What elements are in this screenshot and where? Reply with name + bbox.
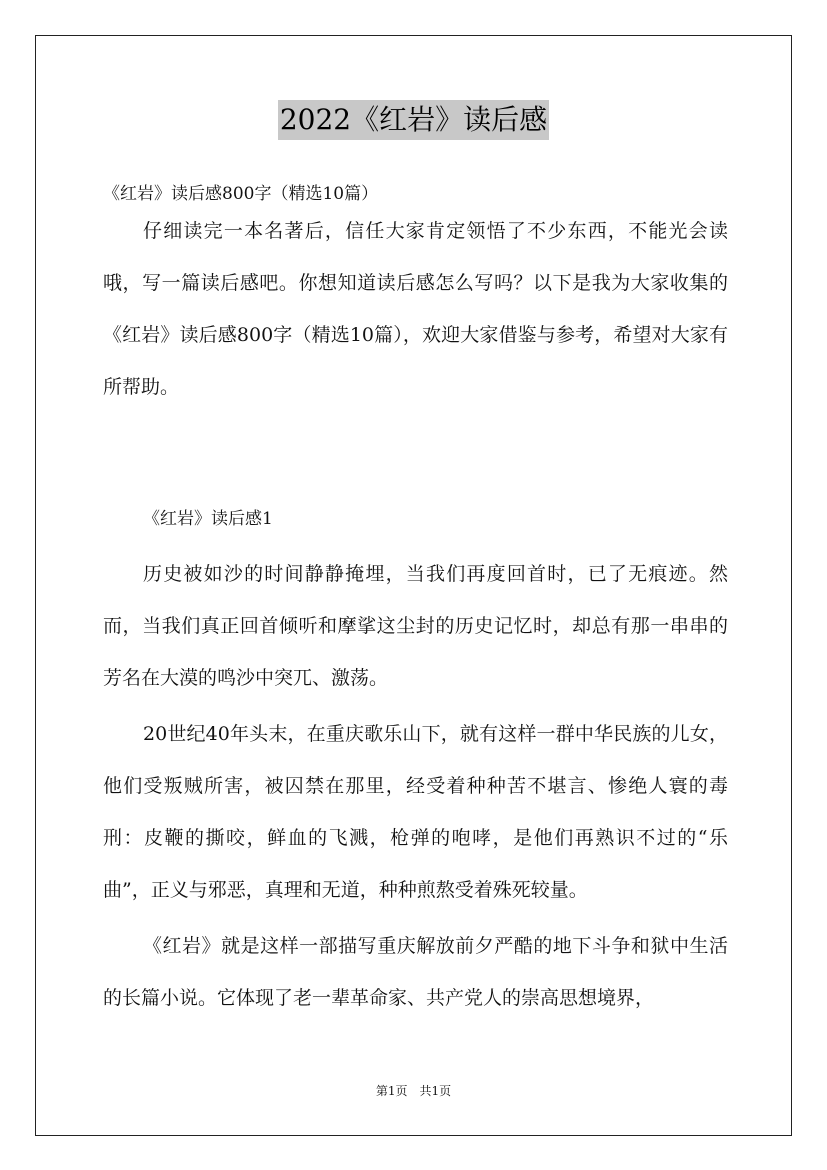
title-container xyxy=(0,100,827,140)
document-subtitle: 《红岩》读后感800字（精选10篇） xyxy=(103,184,379,204)
body-paragraph-2: 20世纪40年头末，在重庆歌乐山下，就有这样一群中华民族的儿女，他们受叛贼所害，被囚禁在那里，经受着种种苦不堪言、惨绝人寰的毒刑：皮鞭的撕咬，鲜血的飞溅，枪弹的咆哮，是他们再熟识不过的“乐曲”，正义与邪恶，真理和无道，种种煎熬受着殊死较量。 xyxy=(103,723,728,901)
body-paragraph-1: 历史被如沙的时间静静掩埋，当我们再度回首时，已了无痕迹。然而，当我们真正回首倾听和摩挲这尘封的历史记忆时，却总有那一串串的芳名在大漠的鸣沙中突兀、激荡。 xyxy=(103,563,728,689)
document-title: 2022《红岩》读后感 xyxy=(278,100,549,140)
body-paragraph-3: 《红岩》就是这样一部描写重庆解放前夕严酷的地下斗争和狱中生活的长篇小说。它体现了老一辈革命家、共产党人的崇高思想境界， xyxy=(103,935,728,1009)
section-heading: 《红岩》读后感1 xyxy=(143,509,273,529)
intro-paragraph: 仔细读完一本名著后，信任大家肯定领悟了不少东西，不能光会读哦，写一篇读后感吧。你想知道读后感怎么写吗？以下是我为大家收集的《红岩》读后感800字（精选10篇），欢迎大家借鉴与参考，希望对大家有所帮助。 xyxy=(103,220,728,398)
page-footer: 第1页 共1页 xyxy=(375,1084,452,1098)
